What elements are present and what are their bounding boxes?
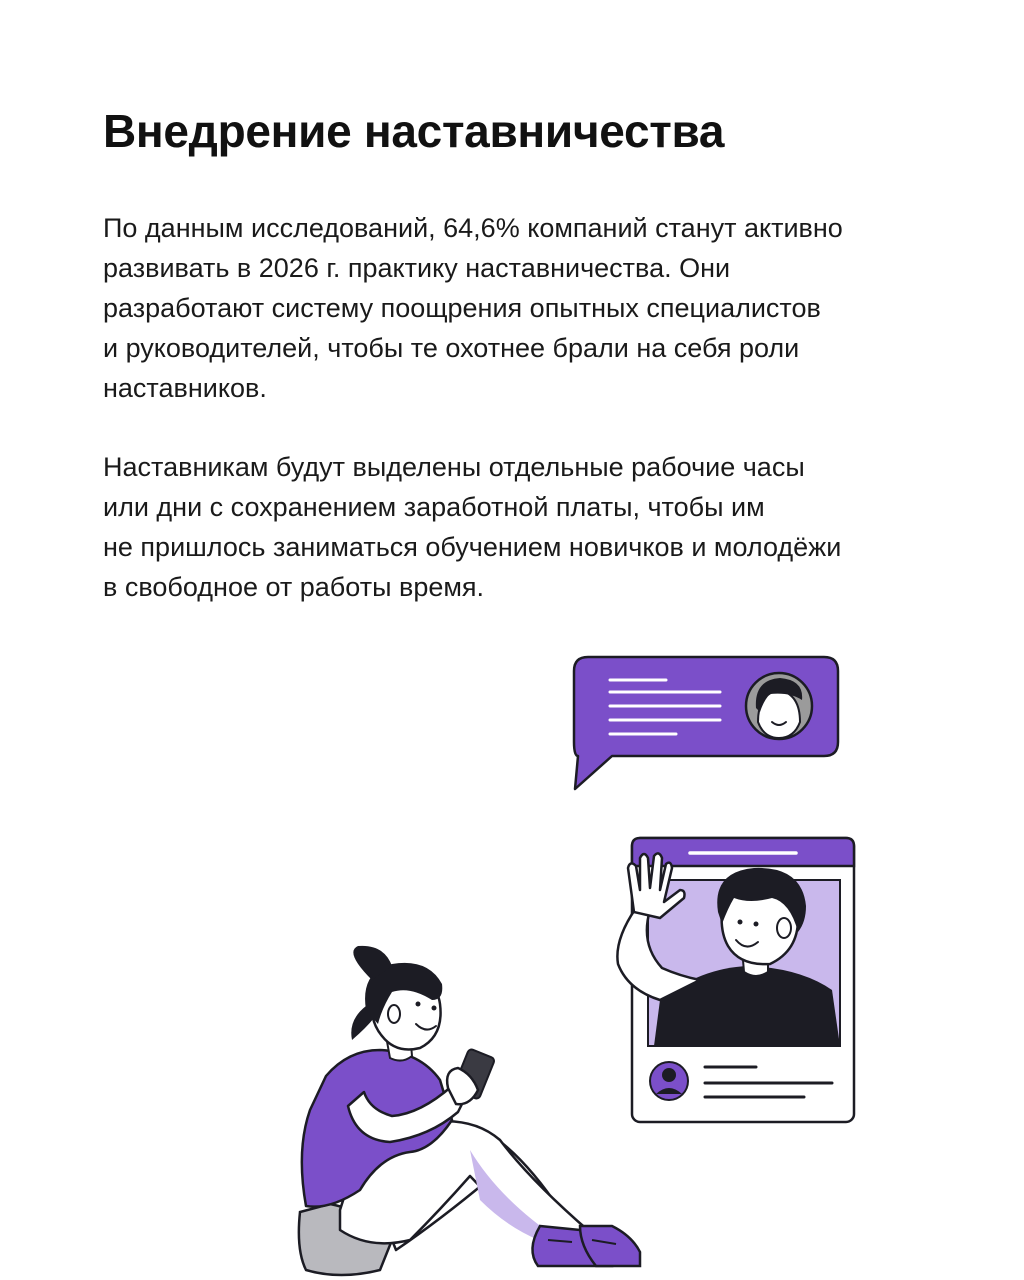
paragraph-research [103, 208, 943, 408]
paragraph-line: По данным исследований, 64,6% компаний станут активно [103, 213, 843, 243]
paragraph-line: не пришлось заниматься обучением новичков и молодёжи [103, 532, 842, 562]
avatar-icon [746, 673, 812, 739]
woman-with-phone-illustration [299, 946, 640, 1275]
paragraph-line: и руководителей, чтобы те охотнее брали на себя роли [103, 333, 800, 363]
paragraph-mentors-hours [103, 447, 943, 607]
mentoring-illustration [0, 640, 1024, 1280]
chat-bubble-icon [574, 657, 838, 789]
paragraph-line: разработают систему поощрения опытных специалистов [103, 293, 821, 323]
profile-card-icon [617, 838, 854, 1122]
page-title: Внедрение наставничества [103, 105, 725, 157]
paragraph-line: Наставникам будут выделены отдельные рабочие часы [103, 452, 805, 482]
paragraph-line: наставников. [103, 373, 267, 403]
paragraph-line: в свободное от работы время. [103, 572, 485, 602]
paragraph-line: или дни с сохранением заработной платы, чтобы им [103, 492, 765, 522]
paragraph-line: развивать в 2026 г. практику наставничества. Они [103, 253, 731, 283]
